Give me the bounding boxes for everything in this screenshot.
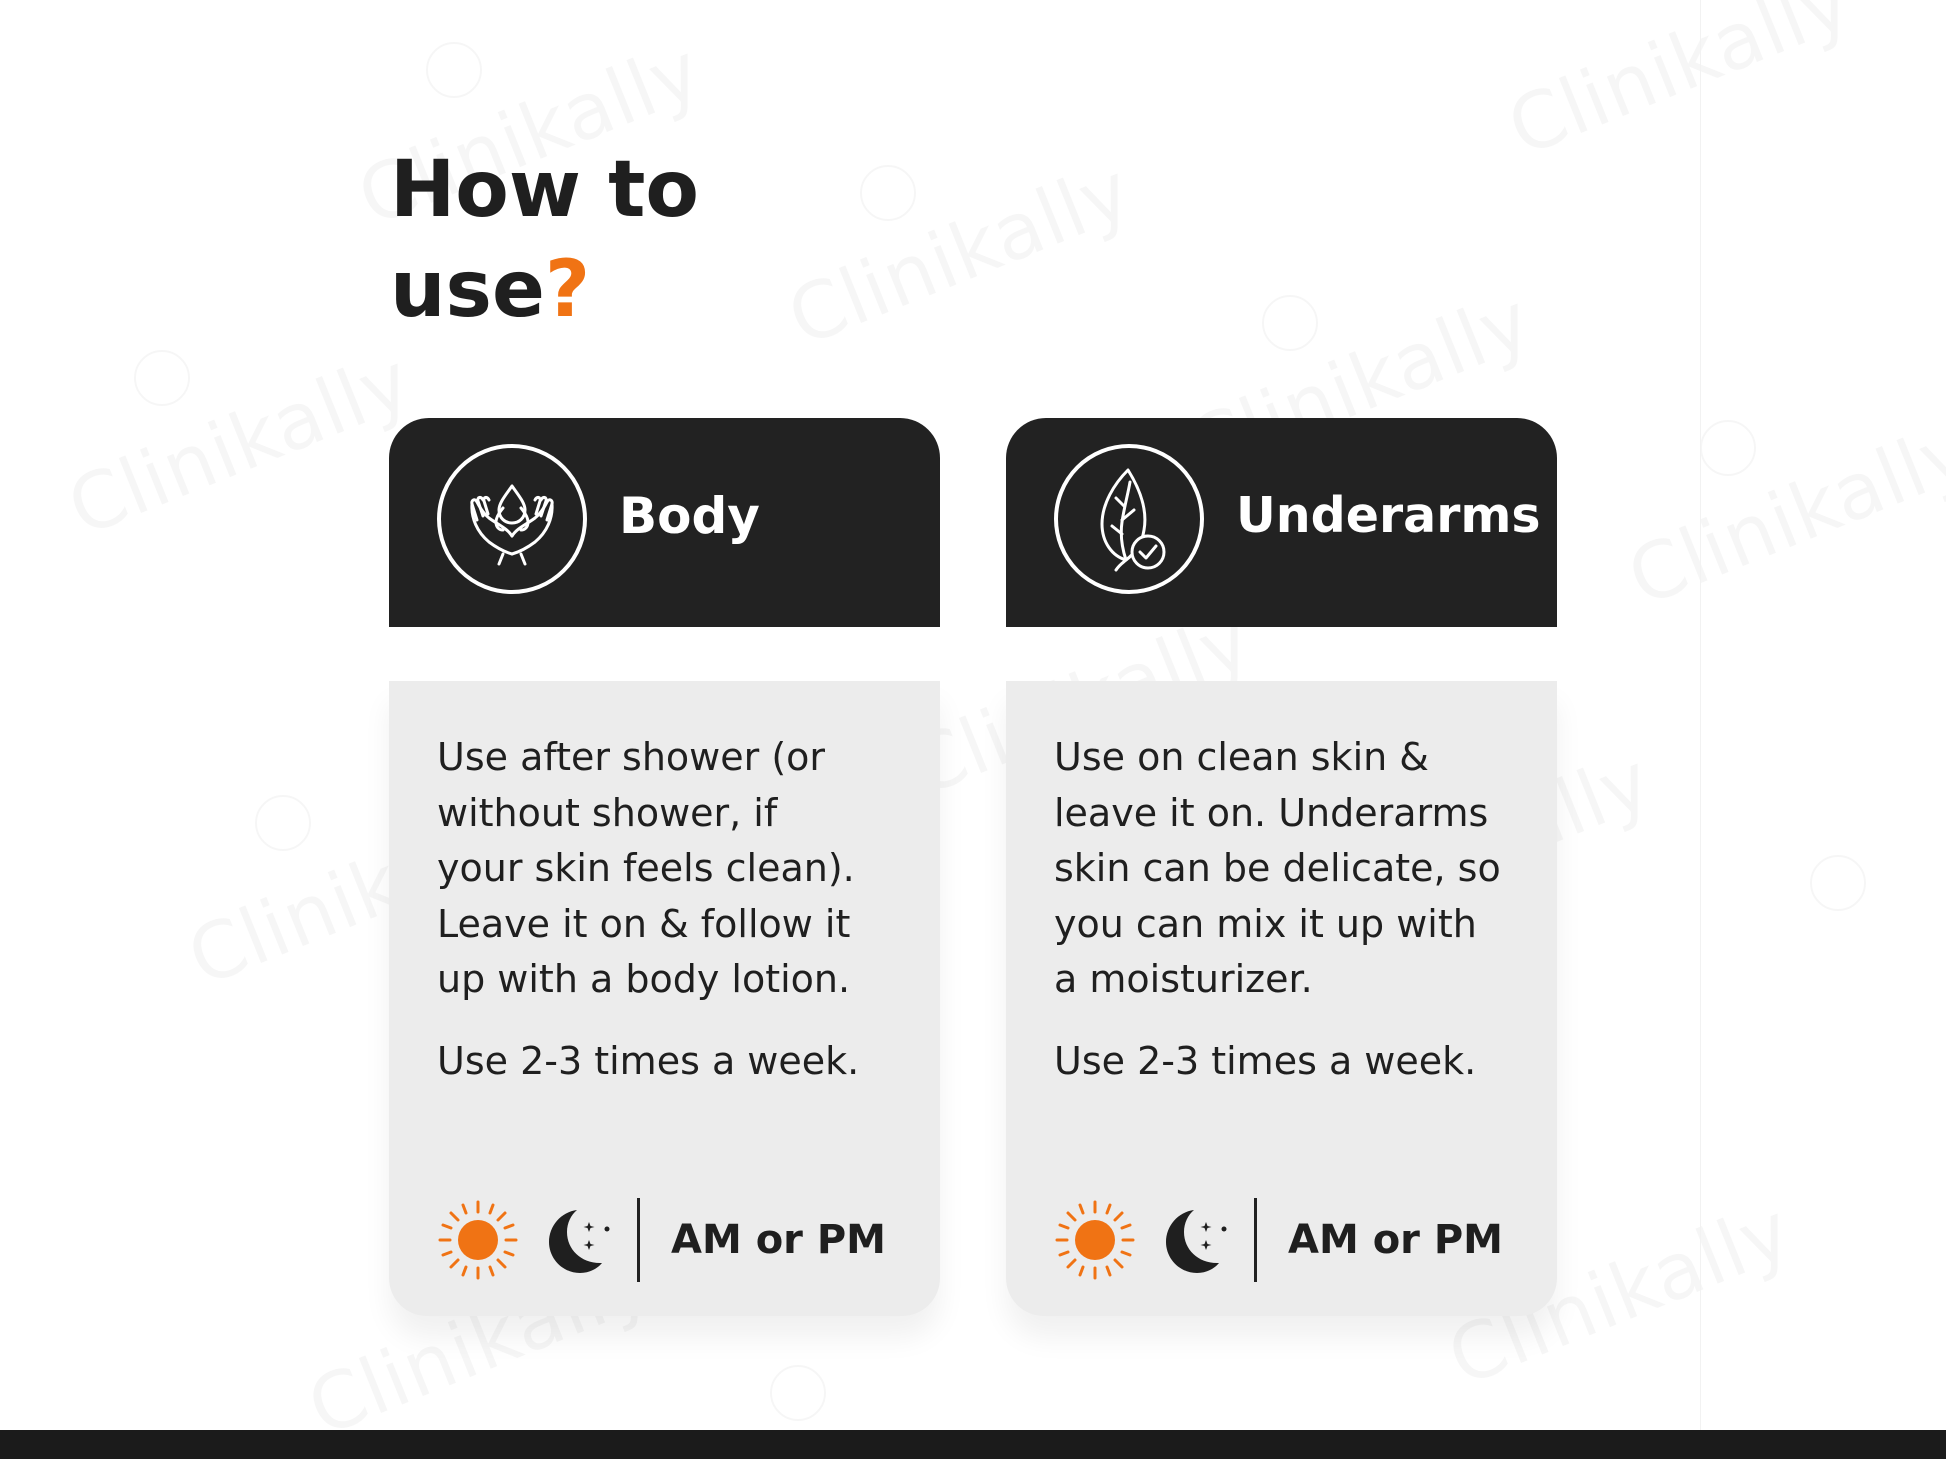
moon-stars-icon: [1154, 1202, 1234, 1282]
watermark-seal: [1700, 420, 1756, 476]
watermark-text: [1496, 0, 1864, 174]
card-title: Body: [619, 487, 760, 545]
watermark-seal: [1262, 295, 1318, 351]
card-description: Use on clean skin & leave it on. Underarms skin can be delicate, so you can mix it up with a moisturizer.: [1054, 735, 1501, 1001]
card-frequency: Use 2-3 times a week.: [1054, 1039, 1477, 1083]
watermark-text: [776, 146, 1144, 364]
time-divider: [1254, 1198, 1257, 1282]
watermark-seal: [1810, 855, 1866, 911]
usage-card-body: [389, 418, 940, 1316]
watermark-seal: [134, 350, 190, 406]
card-description: Use after shower (or without shower, if your skin feels clean). Leave it on & follow it up with a body lotion.: [437, 735, 855, 1001]
watermark-seal: [770, 1365, 826, 1421]
sun-icon: [437, 1199, 519, 1281]
card-header: [389, 418, 940, 627]
time-label: AM or PM: [1288, 1217, 1503, 1263]
time-divider: [637, 1198, 640, 1282]
sun-icon: [1054, 1199, 1136, 1281]
time-of-day: [437, 1194, 917, 1284]
watermark-text: [1616, 406, 1946, 624]
usage-card-underarms: [1006, 418, 1557, 1316]
hands-water-drop-icon: [437, 444, 587, 594]
footer-bar: [0, 1430, 1946, 1459]
time-label: AM or PM: [671, 1217, 886, 1263]
card-title: Underarms: [1236, 487, 1541, 544]
watermark-seal: [255, 795, 311, 851]
moon-stars-icon: [537, 1202, 617, 1282]
card-header: [1006, 418, 1557, 627]
title-question-mark: ?: [544, 245, 591, 335]
title-line-2: [390, 240, 699, 340]
title-word: use: [390, 245, 545, 335]
page-title: [390, 140, 699, 340]
leaf-check-icon: [1054, 444, 1204, 594]
title-line-1: How to: [390, 145, 699, 235]
card-frequency: Use 2-3 times a week.: [437, 1039, 860, 1083]
watermark-seal: [426, 42, 482, 98]
divider-line: [1700, 0, 1701, 1430]
watermark-seal: [860, 165, 916, 221]
time-of-day: [1054, 1194, 1534, 1284]
watermark-text: [56, 336, 424, 554]
